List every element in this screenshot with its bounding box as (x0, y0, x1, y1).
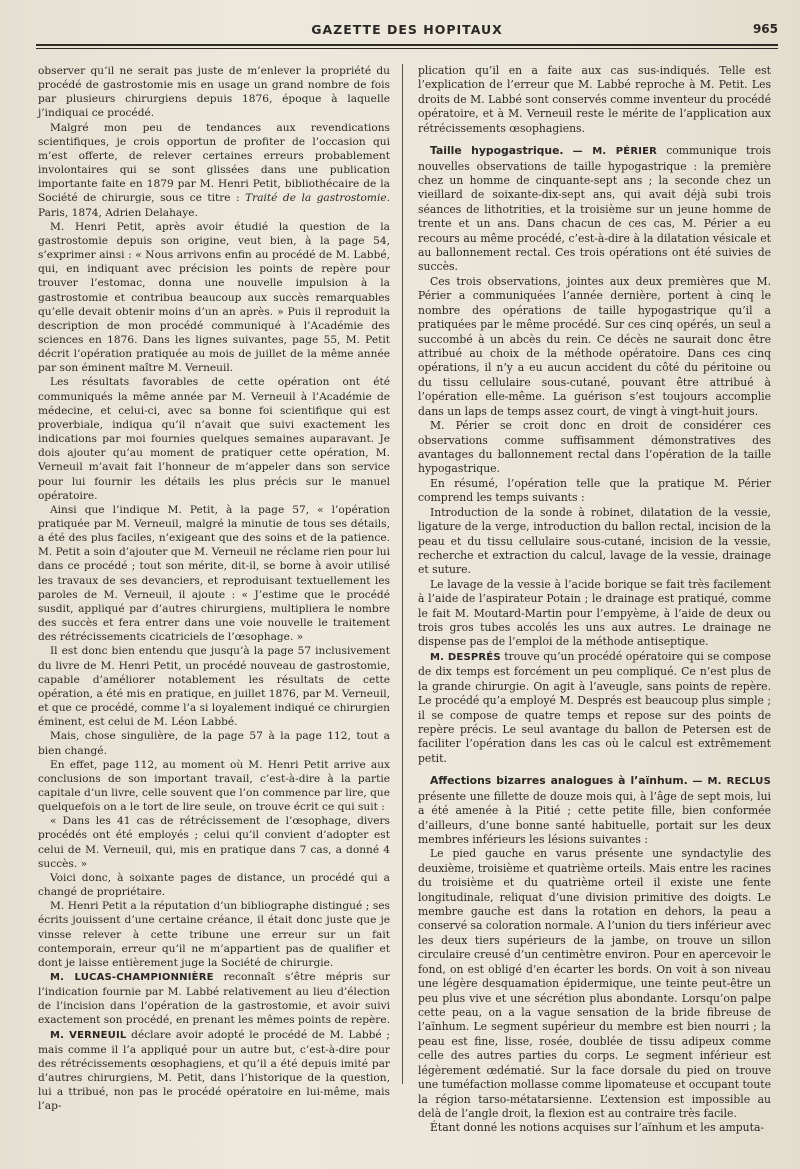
right-column (418, 64, 771, 1136)
paragraph: Ces trois observations, jointes aux deux premières que M. Périer a communiquées l’année dernière, portent à cinq le nombre des opérations de taille hypogastrique qu’il a pratiquées par le même procédé. Sur ces cinq opérés, un seul a succombé à un abcès du rein. Ce décès ne saurait donc être attribué au choix de la méthode opératoire. Dans ces cinq opérations, il n’y a eu aucun accident du côté du péritoine ou du tissu cellulaire sous-cutané, pouvant être attribué à l’opération elle-même. La guérison s’est toujours accomplie dans un laps de temps assez court, de vingt à vingt-huit jours. (418, 274, 771, 418)
paragraph: M. LUCAS-CHAMPIONNIÈRE reconnaît s’être mépris sur l’indication fournie par M. Labbé relativement au lieu d’élection de l’incision dans l’opération de la gastrostomie, et avoir suivi exactement son procédé, en prenant les mêmes points de repère. (38, 971, 390, 1027)
section-heading: Taille hypogastrique. (430, 144, 564, 158)
speaker-name: — M. RECLUS (692, 776, 771, 788)
header-rule-thin (36, 48, 778, 49)
paragraph: En effet, page 112, au moment où M. Henri Petit arrive aux conclusions de son important travail, c’est-à-dire à la partie capitale d’un livre, celle souvent que l’on commence par lire, que quelquefois on a le tort de lire seule, on trouve écrit ce qui suit : (38, 758, 390, 814)
paragraph: M. Henri Petit a la réputation d’un bibliographe distingué ; ses écrits jouissent d’une certaine créance, il était donc juste que je vinsse relever à cette tribune une erreur sur un fait contemporain, erreur qu’il ne m’appartient pas de qualifier et dont je laisse entièrement juge la Société de chirurgie. (38, 900, 390, 969)
paragraph: M. Périer se croit donc en droit de considérer ces observations comme suffisamment démonstratives des avantages du ballonnement rectal dans l’opération de la taille hypogastrique. (418, 419, 771, 476)
paragraph: Le pied gauche en varus présente une syndactylie des deuxième, troisième et quatrième orteils. Mais entre les racines du troisième et du quatrième orteil il existe une fente longitudinale, reliquat d’une division primitive des doigts. Le membre gauche est dans la rotation en dehors, la peau a conservé sa coloration normale. A l’union du tiers inférieur avec les deux tiers supérieurs de la jambe, on trouve un sillon circulaire creusé d’un centimètre environ. Pour en apercevoir le fond, on est obligé d’en écarter les bords. On voit à son niveau une légère desquamation épidermique, une teinte peut-être un peu plus vive et une sécrétion plus abondante. Lorsqu’on palpe cette peau, on a la vague sensation de la bride fibreuse de l’aïnhum. Le segment supérieur du membre est bien nourri ; la peau est fine, lisse, rosée, doublée de tissu adipeux comme celle des autres parties du corps. Le segment inférieur est légèrement œdématié. Sur la face dorsale du pied on trouve une tuméfaction mollasse comme lipomateuse et occupant toute la région tarso-métatarsienne. L’extension est impossible au delà de l’angle droit, la flexion est au contraire très facile. (418, 847, 771, 1120)
paragraph: M. VERNEUIL déclare avoir adopté le procédé de M. Labbé ; mais comme il l’a appliqué pour un autre but, c’est-à-dire pour des rétrécissements œsophagiens, et qu’il a été depuis imité par d’autres chirurgiens, M. Petit, dans l’historique de la question, lui a ttribué, non pas le procédé opératoire en lui-même, mais l’ap- (38, 1028, 390, 1113)
left-column (38, 64, 390, 1114)
speaker-name: — M. PÉRIER (572, 146, 658, 158)
section-paragraph: Affections bizarres analogues à l’aïnhum. — M. RECLUS présente une fillette de douze mois qui, à l’âge de sept mois, lui a été amenée à la Pitié ; cette petite fille, bien conformée d’ailleurs, d’une bonne santé habituelle, portait sur les deux membres inférieurs les lésions suivantes : (418, 774, 771, 846)
paragraph: plication qu’il en a faite aux cas sus-indiqués. Telle est l’explication de l’erreur que M. Labbé reproche à M. Petit. Les droits de M. Labbé sont conservés comme inventeur du procédé opératoire, et à M. Verneuil reste le mérite de l’application aux rétrécissements œsophagiens. (418, 64, 771, 135)
speaker-name: M. DESPRÉS (430, 651, 501, 663)
book-title: Traité de la gastrostomie (245, 192, 387, 205)
column-divider (402, 64, 403, 1084)
paragraph: Malgré mon peu de tendances aux revendications scientifiques, je crois opportun de profiter de l’occasion qui m’est offerte, de relever certaines erreurs probablement involontaires qui se sont glissées dans une publication importante faite en 1879 par M. Henri Petit, bibliothécaire de la Société de chirurgie, sous ce titre : Traité de la gastrostomie. Paris, 1874, Adrien Delahaye. (38, 121, 391, 219)
paragraph: Ainsi que l’indique M. Petit, à la page 57, « l’opération pratiquée par M. Verneuil, malgré la minutie de tous ses détails, a été des plus faciles, n’exigeant que des soins et de la patience. M. Petit a soin d’ajouter que M. Verneuil ne réclame rien pour lui dans ce procédé ; tout son mérite, dit-il, se borne à avoir utilisé les travaux de ses devanciers, et reproduisant textuellement les paroles de M. Verneuil, il ajoute : « J’estime que le procédé susdit, appliqué par d’autres chirurgiens, multipliera le nombre des succès et fera entrer dans une voie nouvelle le traitement des rétrécissements cicatriciels de l’œsophage. » (38, 503, 390, 644)
paragraph: Voici donc, à soixante pages de distance, un procédé qui a changé de propriétaire. (38, 871, 390, 899)
paragraph: observer qu’il ne serait pas juste de m’enlever la propriété du procédé de gastrostomie mis en usage un grand nombre de fois par plusieurs chirurgiens depuis 1876, époque à laquelle j’indiquai ce procédé. (38, 65, 390, 120)
paragraph: Introduction de la sonde à robinet, dilatation de la vessie, ligature de la verge, introduction du ballon rectal, incision de la peau et du tissu cellulaire sous-cutané, incision de la vessie, recherche et extraction du calcul, lavage de la vessie, drainage et suture. (418, 505, 771, 577)
paragraph: « Dans les 41 cas de rétrécissement de l’œsophage, divers procédés ont été employés ; celui qu’il convient d’adopter est celui de M. Verneuil, qui, mis en pratique dans 7 cas, a donné 4 succès. » (38, 815, 390, 870)
journal-title: GAZETTE DES HOPITAUX (311, 22, 503, 37)
section-heading: Affections bizarres analogues à l’aïnhum. (430, 774, 688, 788)
paragraph: Les résultats favorables de cette opération ont été communiqués la même année par M. Verneuil à l’Académie de médecine, et celui-ci, avec sa bonne foi scientifique qui est proverbiale, indiqua qu’il n’avait que suivi exactement les indications par moi fournies quelques semaines auparavant. Je dois ajouter qu’au moment de pratiquer cette opération, M. Verneuil m’avait fait l’honneur de m’appeler dans son service pour lui fournir les détails les plus précis sur le manuel opératoire. (38, 376, 390, 502)
paragraph: M. Henri Petit, après avoir étudié la question de la gastrostomie depuis son origine, veut bien, à la page 54, s’exprimer ainsi : « Nous arrivons enfin au procédé de M. Labbé, qui, en indiquant avec précision les points de repère pour trouver l’estomac, donna une nouvelle impulsion à la gastrostomie et contribua beaucoup aux succès remarquables qu’elle devait obtenir moins d’un an après. » Puis il reproduit la description de mon procédé communiqué à l’Académie des sciences en 1876. Dans les lignes suivantes, page 55, M. Petit décrit l’opération pratiquée au mois de juillet de la même année par son éminent maître M. Verneuil. (38, 220, 390, 375)
header-rule-thick (36, 44, 778, 46)
page-number: 965 (752, 22, 778, 36)
speaker-name: M. VERNEUIL (50, 1029, 127, 1041)
paragraph: Étant donné les notions acquises sur l’aïnhum et les amputa- (430, 1121, 765, 1135)
paragraph: M. DESPRÉS trouve qu’un procédé opératoire qui se compose de dix temps est forcément un peu compliqué. Ce n’est plus de la grande chirurgie. On agit à l’aveugle, sans points de repère. Le procédé qu’a employé M. Després est beaucoup plus simple ; il se compose de quatre temps et repose sur des points de repère précis. Le seul avantage du ballon de Petersen est de faciliter l’opération dans les cas où le calcul est extrêmement petit. (418, 649, 771, 765)
section-paragraph: Taille hypogastrique. — M. PÉRIER communique trois nouvelles observations de taille hypogastrique : la première chez un homme de cinquante-sept ans ; la seconde chez un vieillard de soixante-dix-sept ans, qui avait déjà subi trois séances de lithotrities, et la troisième sur un jeune homme de trente et un ans. Dans chacun de ces cas, M. Périer a eu recours au même procédé, c’est-à-dire à la dilatation vésicale et au ballonnement rectal. Ces trois opérations ont été suivies de succès. (418, 144, 772, 274)
page-header (36, 22, 778, 42)
paragraph: Le lavage de la vessie à l’acide borique se fait très facilement à l’aide de l’aspirateur Potain ; le drainage est pratiqué, comme le fait M. Moutard-Martin pour l’empyème, à l’aide de deux ou trois gros tubes accolés les uns aux autres. Le drainage ne dispense pas de l’emploi de la méthode antiseptique. (418, 577, 771, 649)
speaker-name: M. LUCAS-CHAMPIONNIÈRE (50, 972, 214, 983)
paragraph: En résumé, l’opération telle que la pratique M. Périer comprend les temps suivants : (418, 476, 771, 505)
paragraph: Il est donc bien entendu que jusqu’à la page 57 inclusivement du livre de M. Henri Petit, un procédé nouveau de gastrostomie, capable d’améliorer notablement les résultats de cette opération, a été mis en pratique, en juillet 1876, par M. Verneuil, et que ce procédé, comme l’a si loyalement indiqué ce chirurgien éminent, est celui de M. Léon Labbé. (38, 645, 390, 729)
paragraph: Mais, chose singulière, de la page 57 à la page 112, tout a bien changé. (38, 730, 390, 757)
